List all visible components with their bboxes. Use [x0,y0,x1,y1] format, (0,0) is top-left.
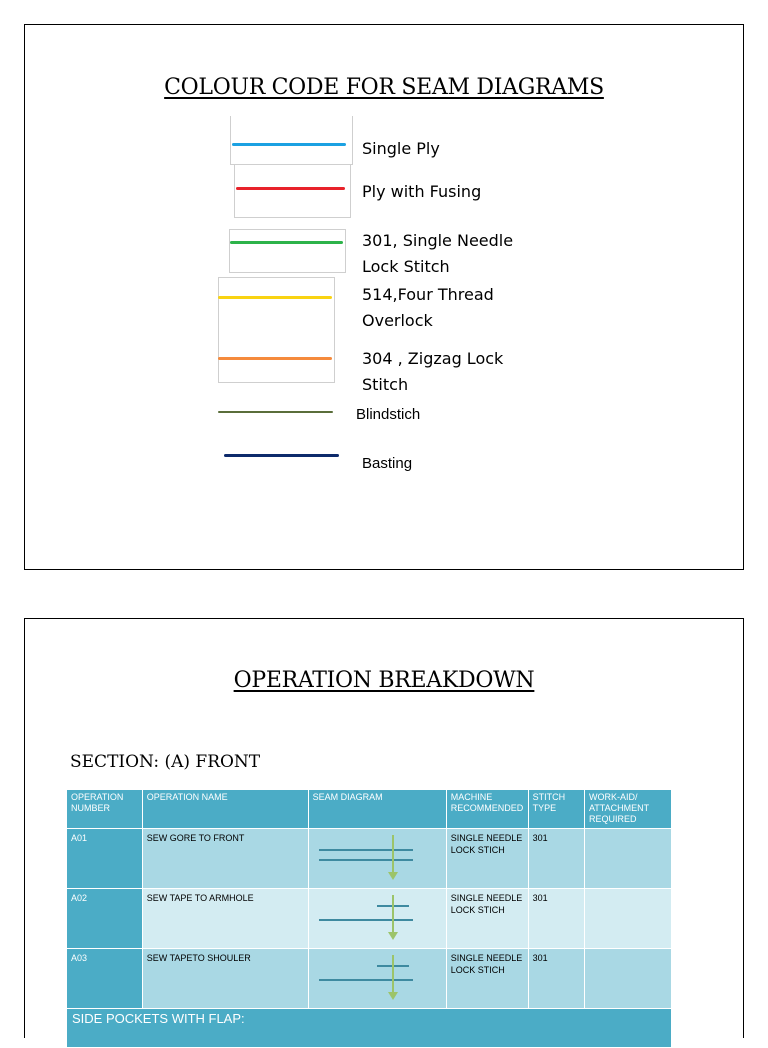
stitch-type: 301 [528,829,584,889]
header-operation-name: OPERATION NAME [142,790,308,829]
overlock-label-line2: Overlock [362,311,433,330]
operation-number: A03 [67,949,143,1009]
seam-diagram-icon [313,832,448,885]
table-row [67,889,672,949]
table-row [67,829,672,889]
colour-code-slide [24,24,744,570]
zigzag-label-line1: 304 , Zigzag Lock [362,349,504,368]
lockstitch-label-line2: Lock Stitch [362,257,450,276]
header-work-aid: WORK-AID/ ATTACHMENT REQUIRED [584,790,671,829]
work-aid [584,829,671,889]
ply-fusing-line [236,187,345,190]
colour-code-title: COLOUR CODE FOR SEAM DIAGRAMS [164,75,604,100]
header-operation-number: OPERATION NUMBER [67,790,143,829]
header-seam-diagram: SEAM DIAGRAM [308,790,446,829]
single-ply-line [232,143,346,146]
ply-fusing-label: Ply with Fusing [362,182,482,201]
zigzag-line [218,357,332,360]
operation-name: SEW TAPETO SHOULER [142,949,308,1009]
overlock-line [218,296,332,299]
machine-recommended: SINGLE NEEDLE LOCK STICH [446,829,528,889]
seam-diagram [308,889,446,949]
lockstitch-swatch-box [229,229,346,273]
work-aid [584,889,671,949]
basting-line [224,454,339,457]
table-header-row [67,790,672,829]
seam-diagram [308,829,446,889]
lockstitch-label-line1: 301, Single Needle [362,231,514,250]
operation-name: SEW GORE TO FRONT [142,829,308,889]
operation-name: SEW TAPE TO ARMHOLE [142,889,308,949]
seam-diagram-icon [313,952,448,1005]
ply-fusing-swatch-box [234,165,351,218]
operation-number: A02 [67,889,143,949]
basting-label: Basting [362,455,413,472]
stitch-type: 301 [528,949,584,1009]
operation-breakdown-title: OPERATION BREAKDOWN [233,668,535,693]
machine-recommended: SINGLE NEEDLE LOCK STICH [446,949,528,1009]
operation-number: A01 [67,829,143,889]
operation-breakdown-slide [24,618,744,1038]
single-ply-swatch-box [230,116,353,165]
overlock-label-line1: 514,Four Thread [362,285,494,304]
table-row [67,949,672,1009]
header-machine: MACHINE RECOMMENDED [446,790,528,829]
stitch-type: 301 [528,889,584,949]
section-label: SECTION: (A) FRONT [70,752,261,772]
header-stitch-type: STITCH TYPE [528,790,584,829]
blindstich-line [218,411,333,413]
seam-diagram [308,949,446,1009]
single-ply-label: Single Ply [362,139,440,158]
zigzag-label-line2: Stitch [362,375,409,394]
lockstitch-line [230,241,343,244]
operations-table [66,789,672,1048]
work-aid [584,949,671,1009]
blindstich-label: Blindstich [356,406,421,423]
subsection-label: SIDE POCKETS WITH FLAP: [67,1009,672,1048]
seam-diagram-icon [313,892,448,945]
machine-recommended: SINGLE NEEDLE LOCK STICH [446,889,528,949]
overlock-swatch-box [218,277,335,383]
subsection-row [67,1009,672,1048]
